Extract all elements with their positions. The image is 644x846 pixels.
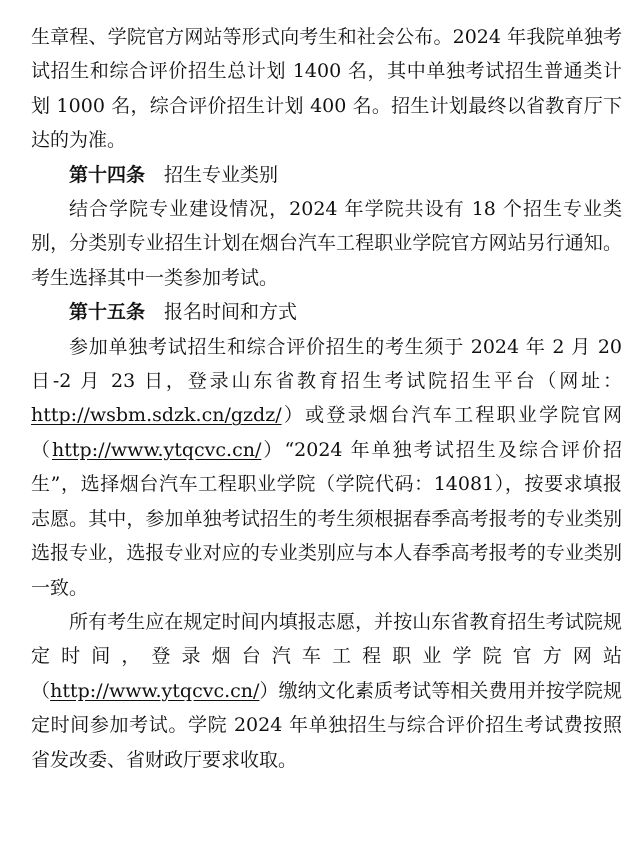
- ytqcvc-fee-link[interactable]: http://www.ytqcvc.cn/: [50, 679, 260, 702]
- registration-text-c: ）“2024 年单独考试招生及综合评价招生”，选择烟台汽车工程职业学院（学院代码：14081），按要求填报志愿。其中，参加单独考试招生的考生须根据春季高考报考的专业类别选报专业，选报专业对应的专业类别应与本人春季高考报考的专业类别一致。: [31, 438, 622, 599]
- sdzk-link[interactable]: http://wsbm.sdzk.cn/gzdz/: [31, 404, 282, 427]
- article-14-title: 招生专业类别: [164, 163, 279, 186]
- paragraph-fees: [31, 605, 622, 777]
- registration-text-a: 参加单独考试招生和综合评价招生的考生须于 2024 年 2 月 20 日-2 月 23 日，登录山东省教育招生考试院招生平台（网址：: [31, 335, 622, 393]
- registration-text-b: ）或登录烟台汽车工程职业学院官网（: [31, 404, 622, 461]
- article-14-number: 第十四条: [69, 163, 146, 186]
- article-15-number: 第十五条: [69, 301, 146, 324]
- article-15-heading: [31, 295, 622, 329]
- article-14-heading: [31, 158, 622, 192]
- paragraph-enrollment-plan: 生章程、学院官方网站等形式向考生和社会公布。2024 年我院单独考试招生和综合评价招生总计划 1400 名，其中单独考试招生普通类计划 1000 名，综合评价招生计划 400 名。招生计划最终以省教育厅下达的为准。: [31, 26, 622, 152]
- paragraph-major-categories: 结合学院专业建设情况，2024 年学院共设有 18 个招生专业类别，分类别专业招生计划在烟台汽车工程职业学院官方网站另行通知。考生选择其中一类参加考试。: [31, 198, 622, 289]
- article-15-title: 报名时间和方式: [164, 301, 298, 324]
- paragraph-registration: [31, 330, 622, 605]
- fees-text-a: 所有考生应在规定时间内填报志愿，并按山东省教育招生考试院规定时间，登录烟台汽车工程职业学院官方网站（: [31, 610, 622, 702]
- fees-text-b: ）缴纳文化素质考试等相关费用并按学院规定时间参加考试。学院 2024 年单独招生与综合评价招生考试费按照省发改委、省财政厅要求收取。: [31, 679, 622, 771]
- ytqcvc-link[interactable]: http://www.ytqcvc.cn/: [52, 438, 262, 461]
